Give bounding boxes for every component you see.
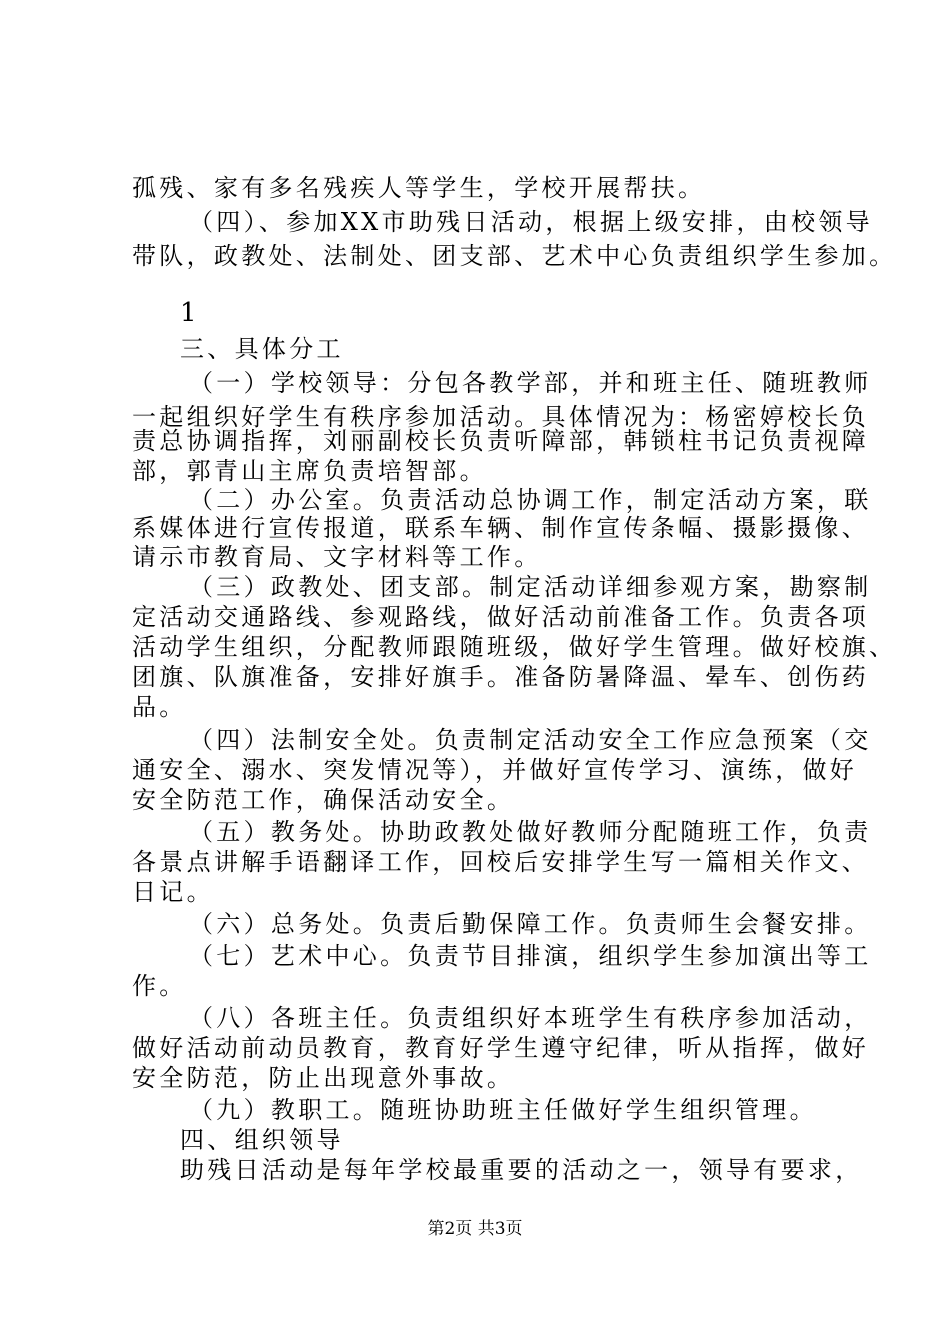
text-line: 助残日活动是每年学校最重要的活动之一，领导有要求，	[180, 1156, 863, 1184]
text-line: （八）各班主任。负责组织好本班学生有秩序参加活动，	[189, 1004, 872, 1032]
text-line: 品。	[132, 693, 187, 721]
text-line: 系媒体进行宣传报道，联系车辆、制作宣传条幅、摄影摄像、	[132, 514, 870, 542]
text-line: 安全防范工作，确保活动安全。	[132, 786, 515, 814]
section-heading: 三、具体分工	[180, 335, 344, 363]
text-line: 孤残、家有多名残疾人等学生，学校开展帮扶。	[132, 174, 706, 202]
text-line: 活动学生组织，分配教师跟随班级，做好学生管理。做好校旗、	[132, 633, 897, 661]
text-line: 安全防范，防止出现意外事故。	[132, 1064, 515, 1092]
text-line: （七）艺术中心。负责节目排演，组织学生参加演出等工	[189, 942, 872, 970]
text-line: 做好活动前动员教育，教育好学生遵守纪律，听从指挥，做好	[132, 1034, 870, 1062]
text-line: （五）教务处。协助政教处做好教师分配随班工作，负责	[189, 818, 872, 846]
section-heading: 四、组织领导	[180, 1126, 344, 1154]
text-line: 团旗、队旗准备，安排好旗手。准备防暑降温、晕车、创伤药	[132, 663, 870, 691]
text-line: 定活动交通路线、参观路线，做好活动前准备工作。负责各项	[132, 603, 870, 631]
paragraph-number: 1	[180, 298, 197, 328]
text-line: （四）、参加XX市助残日活动，根据上级安排，由校领导	[189, 208, 873, 236]
text-line: 日记。	[132, 878, 214, 906]
text-line: （一）学校领导：分包各教学部，并和班主任、随班教师	[189, 369, 872, 397]
text-line: 部，郭青山主席负责培智部。	[132, 457, 487, 485]
text-line: 带队，政教处、法制处、团支部、艺术中心负责组织学生参加。	[132, 242, 897, 270]
text-line: （六）总务处。负责后勤保障工作。负责师生会餐安排。	[189, 910, 872, 938]
text-line: 责总协调指挥，刘丽副校长负责听障部，韩锁柱书记负责视障	[132, 427, 870, 455]
text-line: （四）法制安全处。负责制定活动安全工作应急预案（交	[189, 726, 872, 754]
page-footer: 第2页 共3页	[427, 1219, 523, 1239]
text-line: 作。	[132, 972, 187, 1000]
text-line: 一起组织好学生有秩序参加活动。具体情况为：杨密婷校长负	[132, 403, 870, 431]
text-line: （三）政教处、团支部。制定活动详细参观方案，勘察制	[189, 573, 872, 601]
text-line: 各景点讲解手语翻译工作，回校后安排学生写一篇相关作文、	[132, 848, 870, 876]
text-line: （二）办公室。负责活动总协调工作，制定活动方案，联	[189, 486, 872, 514]
text-line: 请示市教育局、文字材料等工作。	[132, 543, 542, 571]
text-line: （九）教职工。随班协助班主任做好学生组织管理。	[189, 1096, 817, 1124]
text-line: 通安全、溺水、突发情况等），并做好宣传学习、演练，做好	[132, 756, 858, 784]
